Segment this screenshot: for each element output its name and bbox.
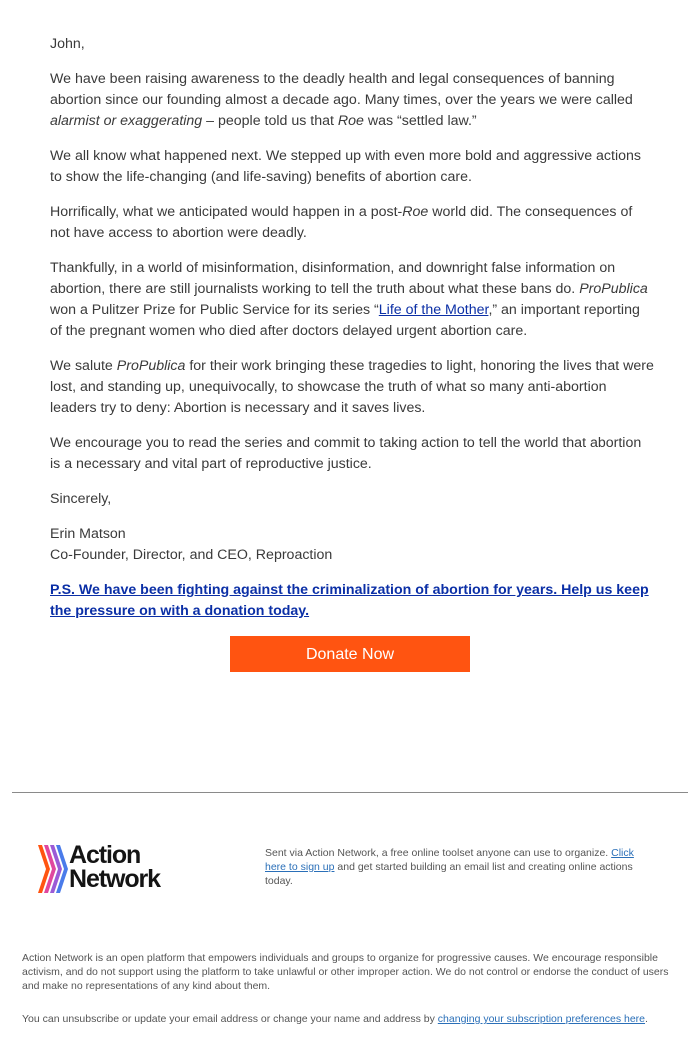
closing: Sincerely, <box>50 491 112 507</box>
donate-button-wrapper <box>230 636 470 672</box>
ps-donation-link[interactable]: P.S. We have been fighting against the criminalization of abortion for years. Help us keep the pressure on with a donation today. <box>50 582 649 619</box>
paragraph-1-text-c: was “settled law.” <box>363 113 477 129</box>
paragraph-3-italic: Roe <box>402 204 429 220</box>
logo-line-2: Network <box>69 865 160 893</box>
email-letter-body <box>50 34 654 636</box>
ps-paragraph <box>50 580 654 622</box>
sent-text-b: and get started building an email list and creating online actions today. <box>265 861 633 887</box>
paragraph-4 <box>50 258 654 342</box>
paragraph-5-text-a: We salute <box>50 358 117 374</box>
paragraph-1-text-a: We have been raising awareness to the deadly health and legal consequences of banning abortion since our founding almost a decade ago. Many times, over the years we were called <box>50 71 633 108</box>
signature <box>50 524 654 566</box>
unsub-text: You can unsubscribe or update your email address or change your name and address by <box>22 1013 438 1025</box>
sign-up-link[interactable]: Click here to sign up <box>265 847 634 873</box>
paragraph-4-text-c: ,” an important reporting of the pregnant women who died after doctors delayed urgent abortion care. <box>50 302 640 339</box>
signature-name: Erin Matson <box>50 526 126 542</box>
paragraph-5-text-b: for their work bringing these tragedies to light, honoring the lives that were lost, and standing up, unequivocally, to showcase the truth of what so many anti-abortion leaders try to deny: Abortion is necessary and it saves lives. <box>50 358 654 416</box>
unsub-end: . <box>645 1013 648 1025</box>
sent-via-text <box>265 846 645 888</box>
logo-line-1: Action <box>69 841 141 869</box>
logo-wordmark <box>69 843 160 891</box>
footer-disclaimer: Action Network is an open platform that empowers individuals and groups to organize for progressive causes. We encourage responsible activism, and do not support using the platform to take unlawful or other improper action. We do not control or endorse the conduct of users and make no representations of any kind about them. <box>22 952 669 992</box>
paragraph-4-text-b: won a Pulitzer Prize for Public Service for its series “ <box>50 302 379 318</box>
action-network-logo[interactable] <box>38 843 198 895</box>
paragraph-5-italic: ProPublica <box>116 358 186 374</box>
paragraph-6: We encourage you to read the series and commit to taking action to tell the world that abortion is a necessary and vital part of reproductive justice. <box>50 435 642 472</box>
footer-divider <box>12 792 688 793</box>
paragraph-1-text-b: – people told us that <box>202 113 338 129</box>
paragraph-4-text-a: Thankfully, in a world of misinformation, disinformation, and downright false information on abortion, there are still journalists working to tell the truth about what these bans do. <box>50 260 616 297</box>
action-network-logo-icon <box>38 845 68 893</box>
donate-now-button[interactable]: Donate Now <box>230 636 470 672</box>
paragraph-1-italic-2: Roe <box>337 113 364 129</box>
paragraph-1 <box>50 69 654 132</box>
greeting: John, <box>50 36 85 52</box>
life-of-the-mother-link[interactable]: Life of the Mother <box>378 302 489 318</box>
signature-title: Co-Founder, Director, and CEO, Reproaction <box>50 547 333 563</box>
paragraph-1-italic-1: alarmist or exaggerating <box>50 113 203 129</box>
paragraph-3-text-b: world did. The consequences of not have access to abortion were deadly. <box>50 204 633 241</box>
sent-text-a: Sent via Action Network, a free online toolset anyone can use to organize. <box>265 847 612 859</box>
unsubscribe-text <box>22 1012 692 1026</box>
subscription-preferences-link[interactable]: changing your subscription preferences here <box>437 1013 646 1025</box>
paragraph-3 <box>50 202 654 244</box>
paragraph-4-italic: ProPublica <box>579 281 648 297</box>
paragraph-2: We all know what happened next. We stepped up with even more bold and aggressive actions to show the life-changing (and life-saving) benefits of abortion care. <box>50 148 641 185</box>
paragraph-3-text-a: Horrifically, what we anticipated would happen in a post- <box>50 204 403 220</box>
paragraph-5 <box>50 356 654 419</box>
